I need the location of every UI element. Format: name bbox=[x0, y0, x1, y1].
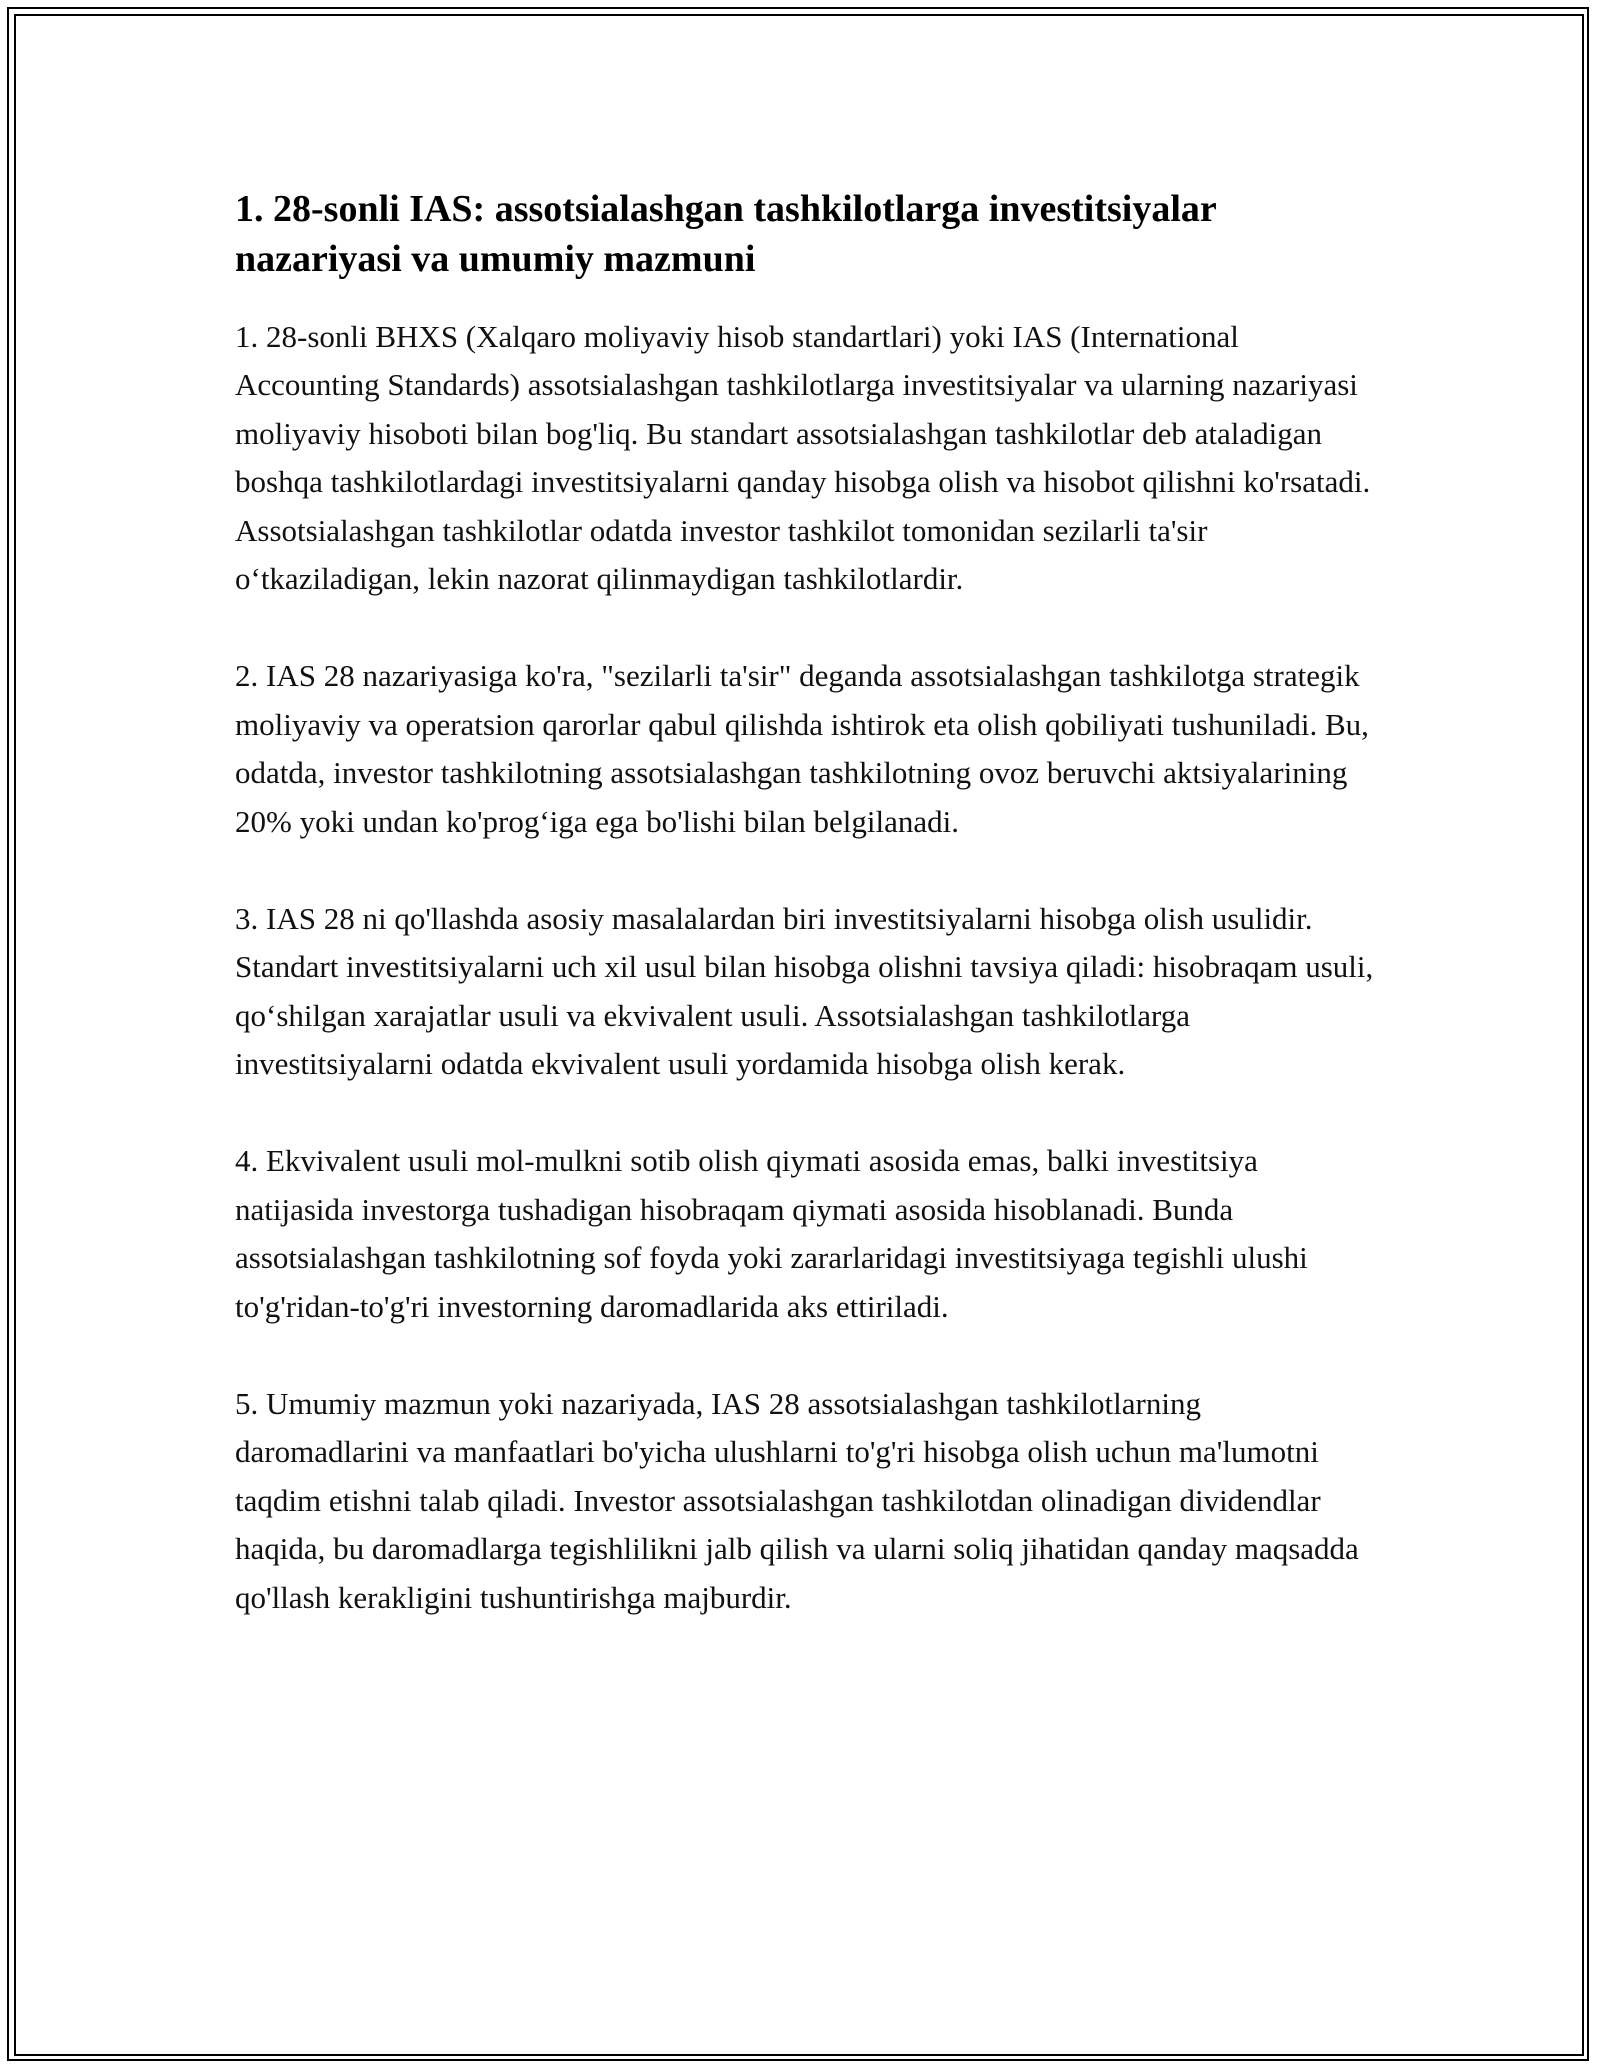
paragraph-2: 2. IAS 28 nazariyasiga ko'ra, "sezilarli ta'sir" deganda assotsialashgan tashkilotga strategik moliyaviy va operatsion qarorlar qabul qilishda ishtirok eta olish qobiliyati tushuniladi. Bu, odatda, investor tashkilotning assotsialashgan tashkilotning ovoz beruvchi aktsiyalarining 20% yoki undan ko'prog‘iga ega bo'lishi bilan belgilanadi. bbox=[235, 658, 1369, 839]
paragraph-1: 1. 28-sonli BHXS (Xalqaro moliyaviy hisob standartlari) yoki IAS (International Accounting Standards) assotsialashgan tashkilotlarga investitsiyalar va ularning nazariyasi moliyaviy hisoboti bilan bog'liq. Bu standart assotsialashgan tashkilotlar deb ataladigan boshqa tashkilotlardagi investitsiyalarni qanday hisobga olish va hisobot qilishni ko'rsatadi. Assotsialashgan tashkilotlar odatda investor tashkilot tomonidan sezilarli ta'sir o‘tkaziladigan, lekin nazorat qilinmaydigan tashkilotlardir. bbox=[235, 318, 1371, 597]
document-title: 1. 28-sonli IAS: assotsialashgan tashkilotlarga investitsiyalar nazariyasi va umumiy mazmuni bbox=[235, 188, 1217, 280]
paragraph-4: 4. Ekvivalent usuli mol-mulkni sotib olish qiymati asosida emas, balki investitsiya natijasida investorga tushadigan hisobraqam qiymati asosida hisoblanadi. Bunda assotsialashgan tashkilotning sof foyda yoki zararlaridagi investitsiyaga tegishli ulushi to'g'ridan-to'g'ri investorning daromadlarida aks ettiriladi. bbox=[235, 1143, 1308, 1324]
paragraph-5: 5. Umumiy mazmun yoki nazariyada, IAS 28 assotsialashgan tashkilotlarning daromadlarini va manfaatlari bo'yicha ulushlarni to'g'ri hisobga olish uchun ma'lumotni taqdim etishni talab qiladi. Investor assotsialashgan tashkilotdan olinadigan dividendlar haqida, bu daromadlarga tegishlilikni jalb qilish va ularni soliq jihatidan qanday maqsadda qo'llash kerakligini tushuntirishga majburdir. bbox=[235, 1385, 1359, 1615]
document-body bbox=[235, 185, 1375, 1622]
paragraph-3: 3. IAS 28 ni qo'llashda asosiy masalalardan biri investitsiyalarni hisobga olish usulidir. Standart investitsiyalarni uch xil usul bilan hisobga olishni tavsiya qiladi: hisobraqam usuli, qo‘shilgan xarajatlar usuli va ekvivalent usuli. Assotsialashgan tashkilotlarga investitsiyalarni odatda ekvivalent usuli yordamida hisobga olish kerak. bbox=[235, 900, 1374, 1082]
